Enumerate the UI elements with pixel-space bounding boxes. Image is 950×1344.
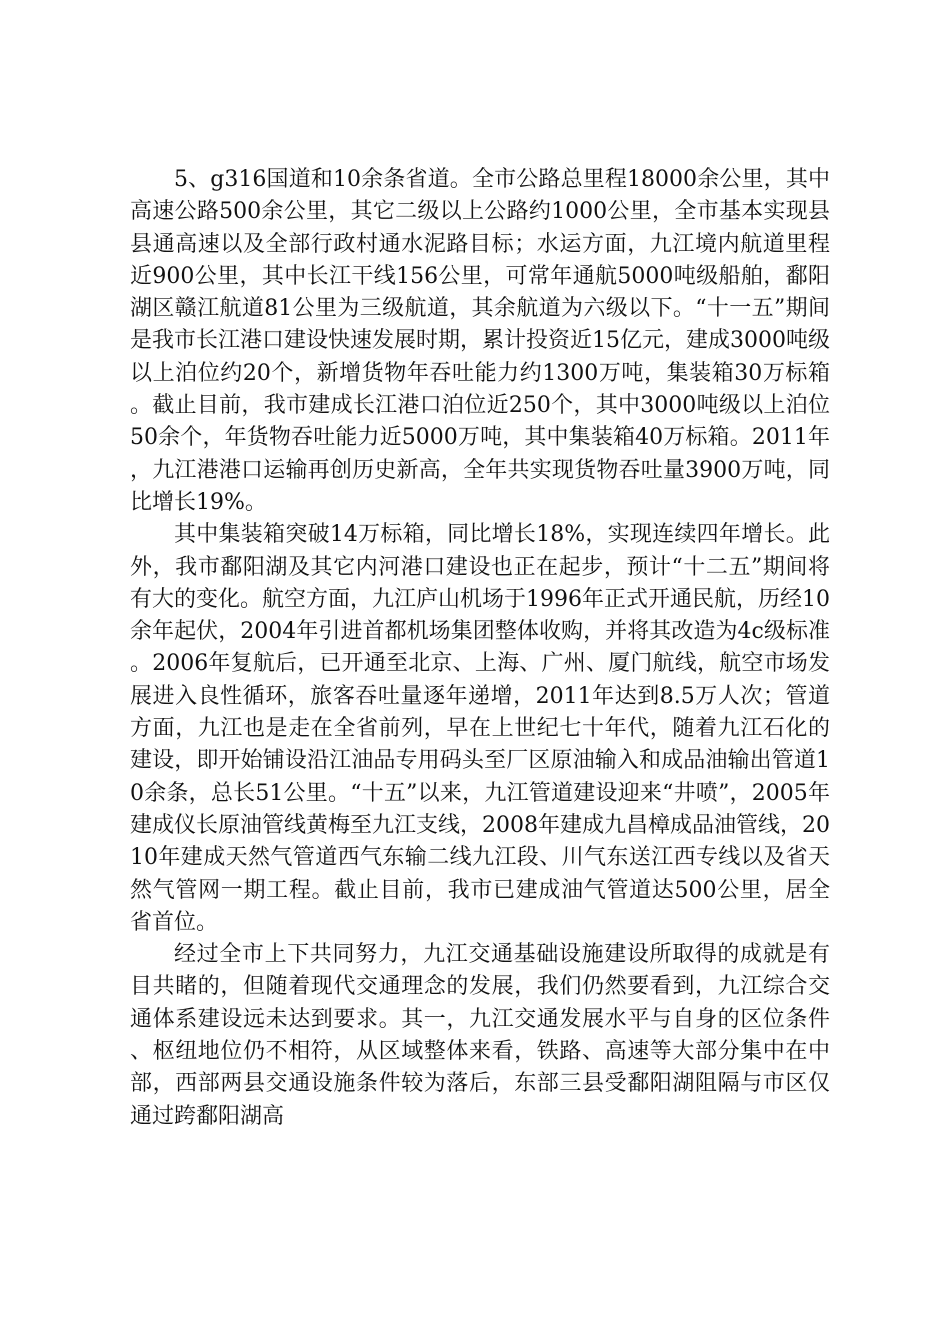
paragraph-1: 5、g316国道和10余条省道。全市公路总里程18000余公里，其中高速公路500余公里，其它二级以上公路约1000公里，全市基本实现县县通高速以及全部行政村通水泥路目标；水运方面，九江境内航道里程近900公里，其中长江干线156公里，可常年通航5000吨级船舶，鄱阳湖区赣江航道81公里为三级航道，其余航道为六级以下。“十一五”期间是我市长江港口建设快速发展时期，累计投资近15亿元，建成3000吨级以上泊位约20个，新增货物年吞吐能力约1300万吨，集装箱30万标箱。截止目前，我市建成长江港口泊位近250个，其中3000吨级以上泊位50余个，年货物吞吐能力近5000万吨，其中集装箱40万标箱。2011年，九江港港口运输再创历史新高，全年共实现货物吞吐量3900万吨，同比增长19%。 xyxy=(130,167,830,515)
paragraph-3: 经过全市上下共同努力，九江交通基础设施建设所取得的成就是有目共睹的，但随着现代交通理念的发展，我们仍然要看到，九江综合交通体系建设远未达到要求。其一，九江交通发展水平与自身的区位条件、枢纽地位仍不相符，从区域整体来看，铁路、高速等大部分集中在中部，西部两县交通设施条件较为落后，东部三县受鄱阳湖阻隔与市区仅通过跨鄱阳湖高 xyxy=(130,942,830,1129)
document-body xyxy=(130,164,830,1133)
paragraph-2: 其中集装箱突破14万标箱，同比增长18%，实现连续四年增长。此外，我市鄱阳湖及其它内河港口建设也正在起步，预计“十二五”期间将有大的变化。航空方面，九江庐山机场于1996年正式开通民航，历经10余年起伏，2004年引进首都机场集团整体收购，并将其改造为4c级标准。2006年复航后，已开通至北京、上海、广州、厦门航线，航空市场发展进入良性循环，旅客吞吐量逐年递增，2011年达到8.5万人次；管道方面，九江也是走在全省前列，早在上世纪七十年代，随着九江石化的建设，即开始铺设沿江油品专用码头至厂区原油输入和成品油输出管道10余条，总长51公里。“十五”以来，九江管道建设迎来“井喷”，2005年建成仪长原油管线黄梅至九江支线，2008年建成九昌樟成品油管线，2010年建成天然气管道西气东输二线九江段、川气东送江西专线以及省天然气管网一期工程。截止目前，我市已建成油气管道达500公里，居全省首位。 xyxy=(130,522,830,935)
